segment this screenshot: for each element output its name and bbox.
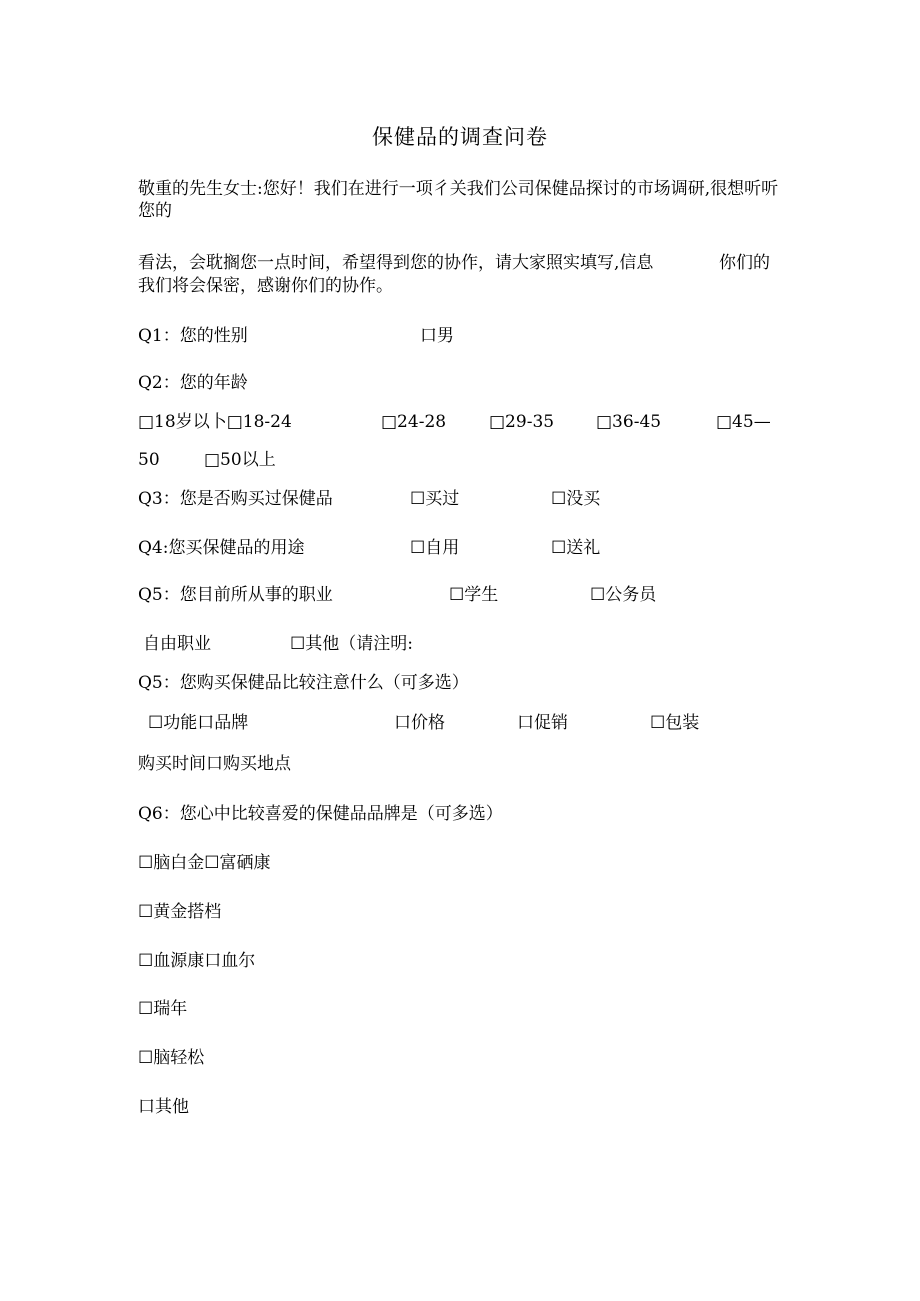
q5-option-freelance[interactable]: 自由职业 bbox=[143, 634, 211, 654]
q5-option-promotion[interactable]: 口促销 bbox=[517, 713, 568, 733]
q5-option-other[interactable]: ☐其他（请注明: bbox=[290, 634, 413, 654]
q2-option-36-45[interactable]: □36-45 bbox=[596, 412, 662, 432]
q2-option-45-50-part-2: 50 bbox=[138, 450, 160, 470]
intro-paragraph-2-part-2: 你们的 bbox=[719, 253, 770, 273]
q5-option-price[interactable]: 口价格 bbox=[394, 713, 445, 733]
q3-label: Q3：您是否购买过保健品 bbox=[138, 489, 333, 509]
q1-label: Q1：您的性别 bbox=[138, 326, 248, 346]
intro-paragraph-1: 敬重的先生女士:您好！我们在进行一项彳关我们公司保健品探讨的市场调研,很想听听您的 bbox=[138, 179, 779, 222]
intro-paragraph-2-line-2: 我们将会保密，感谢你们的协作。 bbox=[138, 276, 393, 296]
q2-option-under18-18-24[interactable]: □18岁以卜□18-24 bbox=[138, 412, 292, 432]
q6-option[interactable]: ☐瑞年 bbox=[138, 999, 188, 1019]
q2-label: Q2：您的年龄 bbox=[138, 373, 248, 393]
intro-paragraph-2-part-1: 看法，会耽搁您一点时间，希望得到您的协作，请大家照实填写,信息 bbox=[138, 253, 654, 273]
q4-option-gift[interactable]: ☐送礼 bbox=[551, 538, 601, 558]
q6-option[interactable]: ☐脑轻松 bbox=[138, 1048, 205, 1068]
q5-option-time-place[interactable]: 购买时间口购买地点 bbox=[138, 754, 291, 774]
q3-option-not-bought[interactable]: ☐没买 bbox=[551, 489, 601, 509]
q6-label: Q6：您心中比较喜爱的保健品品牌是（可多选） bbox=[138, 804, 503, 824]
q5-option-function-brand[interactable]: ☐功能口品牌 bbox=[148, 713, 249, 733]
q6-option[interactable]: ☐血源康口血尔 bbox=[138, 951, 256, 971]
q6-option[interactable]: 口其他 bbox=[138, 1097, 189, 1117]
q2-option-45-50-part-1[interactable]: □45— bbox=[716, 412, 771, 432]
q1-option-male[interactable]: 口男 bbox=[420, 326, 454, 346]
q6-option[interactable]: ☐脑白金☐富硒康 bbox=[138, 853, 271, 873]
q4-label: Q4:您买保健品的用途 bbox=[138, 538, 305, 558]
q5-occupation-label: Q5：您目前所从事的职业 bbox=[138, 585, 333, 605]
q5-option-packaging[interactable]: ☐包装 bbox=[650, 713, 700, 733]
q2-option-24-28[interactable]: □24-28 bbox=[381, 412, 447, 432]
q3-option-bought[interactable]: ☐买过 bbox=[410, 489, 460, 509]
q2-option-50-plus[interactable]: □50以上 bbox=[204, 450, 276, 470]
q5-attention-label: Q5：您购买保健品比较注意什么（可多选） bbox=[138, 673, 469, 693]
q6-option[interactable]: ☐黄金搭档 bbox=[138, 902, 222, 922]
q2-option-29-35[interactable]: □29-35 bbox=[489, 412, 555, 432]
q4-option-self-use[interactable]: ☐自用 bbox=[410, 538, 460, 558]
page-title: 保健品的调查问卷 bbox=[372, 125, 548, 149]
q5-option-student[interactable]: ☐学生 bbox=[449, 585, 499, 605]
q5-option-civil-servant[interactable]: ☐公务员 bbox=[590, 585, 657, 605]
